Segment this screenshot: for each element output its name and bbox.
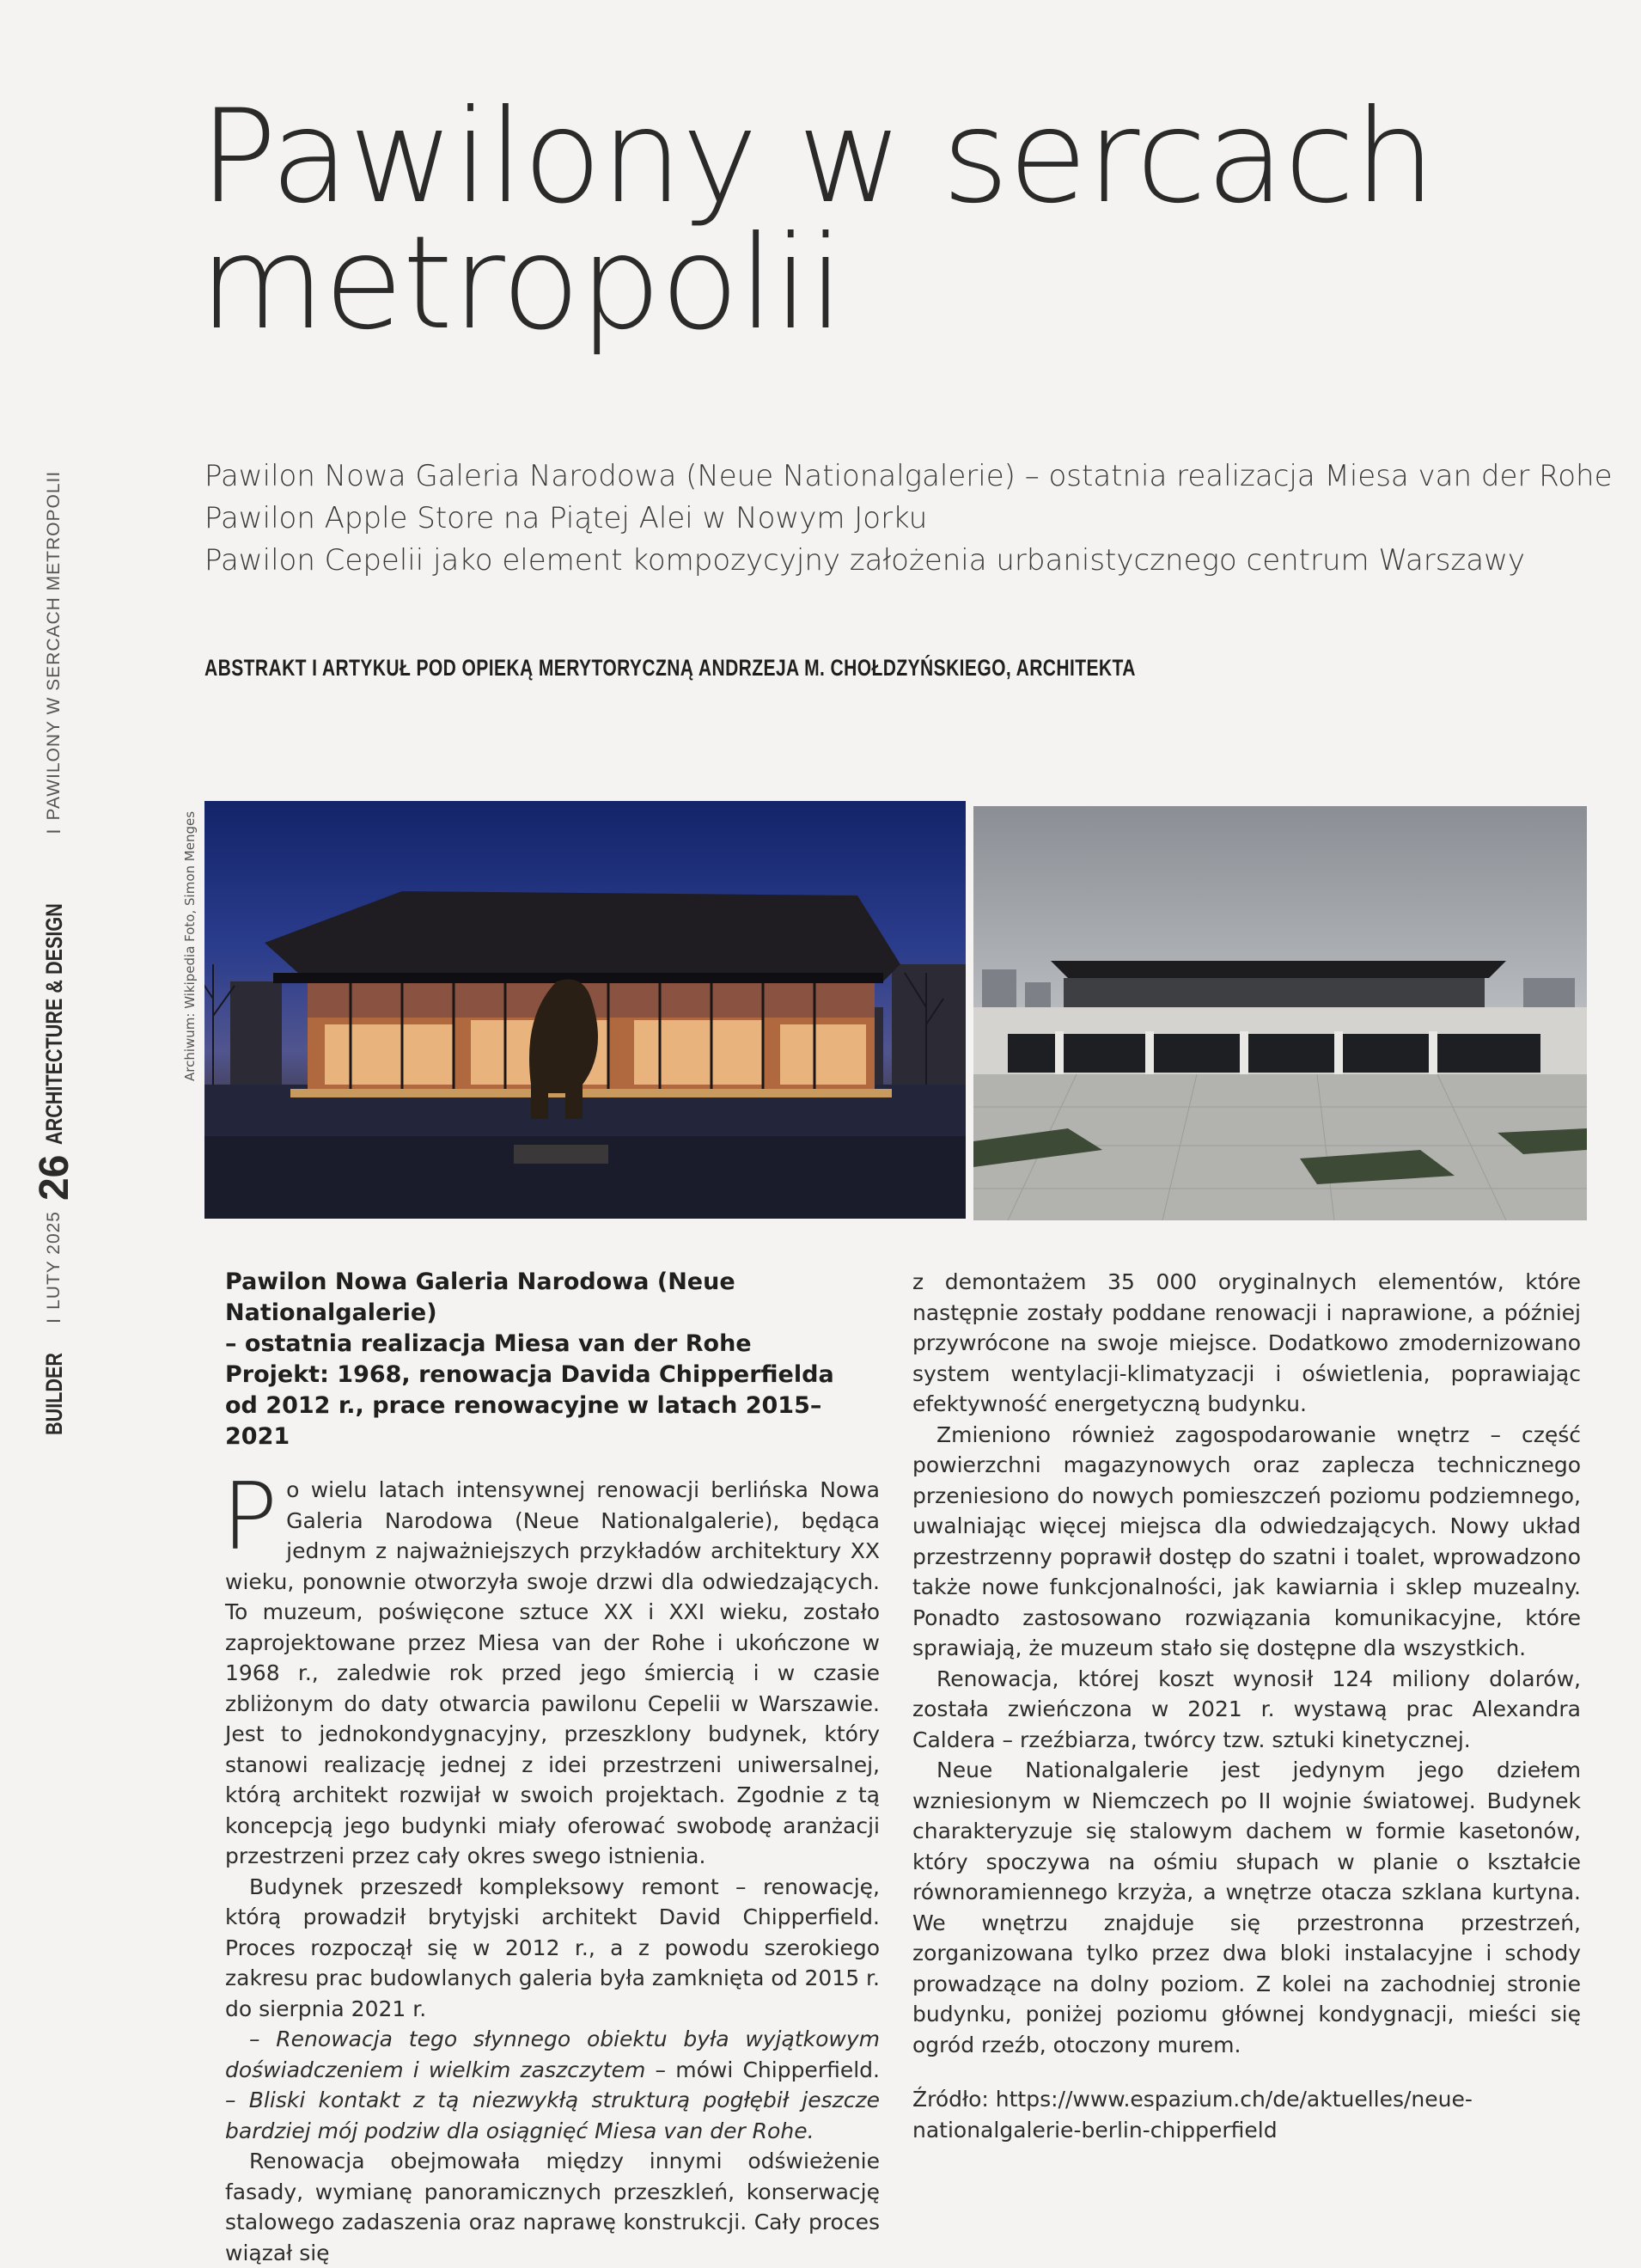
paragraph: Renowacja, której koszt wynosił 124 miliony dolarów, została zwieńczona w 2021 r. wystawą prac Alexandra Caldera – rzeźbiarza, twórcy tzw. sztuki kinetycznej. xyxy=(912,1666,1581,1752)
vertical-sidebar xyxy=(33,404,76,1435)
article-heading xyxy=(225,1267,880,1452)
photo-credit: Archiwum: Wikipedia Foto, Simon Menges xyxy=(182,810,198,1081)
gallery-day-photo xyxy=(973,806,1587,1220)
gallery-night-illustration xyxy=(204,801,966,1219)
source-link[interactable]: Źródło: https://www.espazium.ch/de/aktuelles/neue-nationalgalerie-berlin-chipperfield xyxy=(912,2087,1473,2143)
drop-cap: P xyxy=(222,1464,278,1571)
title-line-2: metropolii xyxy=(199,209,844,358)
paragraph: Zmieniono również zagospodarowanie wnętrz – część powierzchni magazynowych oraz zaplecza technicznego przeniesiono do nowych pomieszczeń poziomu podziemnego, uwalniając więcej miejsca dla odwiedzających. Nowy układ przestrzenny poprawił dostęp do szatni i toalet, wprowadzono także nowe funkcjonalności, jak kawiarnia i sklep muzealny. Ponadto zastosowano rozwiązania komunikacyjne, które sprawiają, że muzeum stało się dostępne dla wszystkich. xyxy=(912,1421,1581,1660)
paragraph xyxy=(222,1464,880,1872)
heading-line: od 2012 r., prace renowacyjne w latach 2015–2021 xyxy=(225,1392,822,1450)
separator: I xyxy=(43,828,64,834)
quote-text: – Bliski kontakt z tą niezwykłą strukturą pogłębił jeszcze bardziej mój podziw dla osiągnięć Miesa van der Rohe. xyxy=(225,2088,880,2143)
topic-name: PAWILONY W SERCACH METROPOLII xyxy=(44,470,64,821)
separator: I xyxy=(43,1317,64,1324)
heading-line: – ostatnia realizacja Miesa van der Rohe xyxy=(225,1330,752,1357)
lead-list xyxy=(204,455,1614,582)
section-name: ARCHITECTURE & DESIGN xyxy=(40,902,67,1145)
article-column-left xyxy=(222,1267,880,2268)
magazine-name: BUILDER xyxy=(40,1353,67,1435)
paragraph: z demontażem 35 000 oryginalnych elementów, które następnie zostały poddane renowacji i naprawione, a później przywrócone na swoje miejsce. Dodatkowo zmodernizowano system wentylacji-klimatyzacji i oświetlenia, poprawiając efektywność energetyczną budynku. xyxy=(912,1269,1581,1416)
abstract-byline: ABSTRAKT I ARTYKUŁ POD OPIEKĄ MERYTORYCZNĄ ANDRZEJA M. CHOŁDZYŃSKIEGO, ARCHITEKTA xyxy=(204,655,1136,681)
gallery-night-photo xyxy=(204,801,966,1219)
lead-line: Pawilon Apple Store na Piątej Alei w Nowym Jorku xyxy=(204,501,928,535)
heading-line: Projekt: 1968, renowacja Davida Chipperfielda xyxy=(225,1361,834,1388)
gallery-day-illustration xyxy=(973,806,1587,1220)
paragraph-text: o wielu latach intensywnej renowacji berlińska Nowa Galeria Narodowa (Neue Nationalgalerie), będąca jednym z najważniejszych przykładów architektury XX wieku, ponownie otworzyła swoje drzwi dla odwiedzających. To muzeum, poświęcone sztuce XX i XXI wieku, zostało zaprojektowane przez Miesa van der Rohe i ukończone w 1968 r., zaledwie rok przed jego śmiercią i w czasie zbliżonym do daty otwarcia pawilonu Cepelii w Warszawie. Jest to jednokondygnacyjny, przeszklony budynek, który stanowi realizację jednej z idei przestrzeni uniwersalnej, którą architekt rozwijał w swoich projektach. Zgodnie z tą koncepcją jego budynki miały oferować swobodę aranżacji przestrzeni przez cały okres swego istnienia. xyxy=(225,1477,880,1868)
paragraph: Renowacja obejmowała między innymi odświeżenie fasady, wymianę panoramicznych przeszkleń, konserwację stalowego zadaszenia oraz naprawę konstrukcji. Cały proces wiązał się xyxy=(225,2149,880,2265)
lead-line: Pawilon Nowa Galeria Narodowa (Neue Nationalgalerie) – ostatnia realizacja Miesa van der Rohe xyxy=(204,459,1613,493)
lead-line: Pawilon Cepelii jako element kompozycyjny założenia urbanistycznego centrum Warszawy xyxy=(204,543,1526,578)
quote-paragraph xyxy=(225,2024,880,2146)
article-column-right xyxy=(912,1267,1581,2145)
title-line-1: Pawilony w sercach xyxy=(199,83,1436,232)
quote-text: – Renowacja tego słynnego obiektu była wyjątkowym doświadczeniem i wielkim zaszczytem xyxy=(225,2027,880,2082)
quote-attribution: – mówi Chipperfield. xyxy=(645,2057,880,2082)
heading-line: Pawilon Nowa Galeria Narodowa (Neue Nationalgalerie) xyxy=(225,1268,735,1326)
paragraph: Budynek przeszedł kompleksowy remont – renowację, którą prowadził brytyjski architekt David Chipperfield. Proces rozpoczął się w 2012 r., a z powodu szerokiego zakresu prac budowlanych galeria była zamknięta od 2015 r. do sierpnia 2021 r. xyxy=(225,1874,880,2021)
page-number: 26 xyxy=(31,1154,77,1201)
paragraph: Neue Nationalgalerie jest jedynym jego dziełem wzniesionym w Niemczech po II wojnie światowej. Budynek charakteryzuje się stalowym dachem w formie kasetonów, który spoczywa na ośmiu słupach w planie o kształcie równoramiennego krzyża, a wnętrze otacza szklana kurtyna. We wnętrzu znajduje się przestronna przestrzeń, zorganizowana tylko przez dwa bloki instalacyjne i schody prowadzące na dolny poziom. Z kolei na zachodniej stronie budynku, poniżej poziomu głównej kondygnacji, mieści się ogród rzeźb, otoczony murem. xyxy=(912,1758,1581,2057)
page-title xyxy=(199,83,1540,358)
issue-date: LUTY 2025 xyxy=(44,1211,64,1310)
